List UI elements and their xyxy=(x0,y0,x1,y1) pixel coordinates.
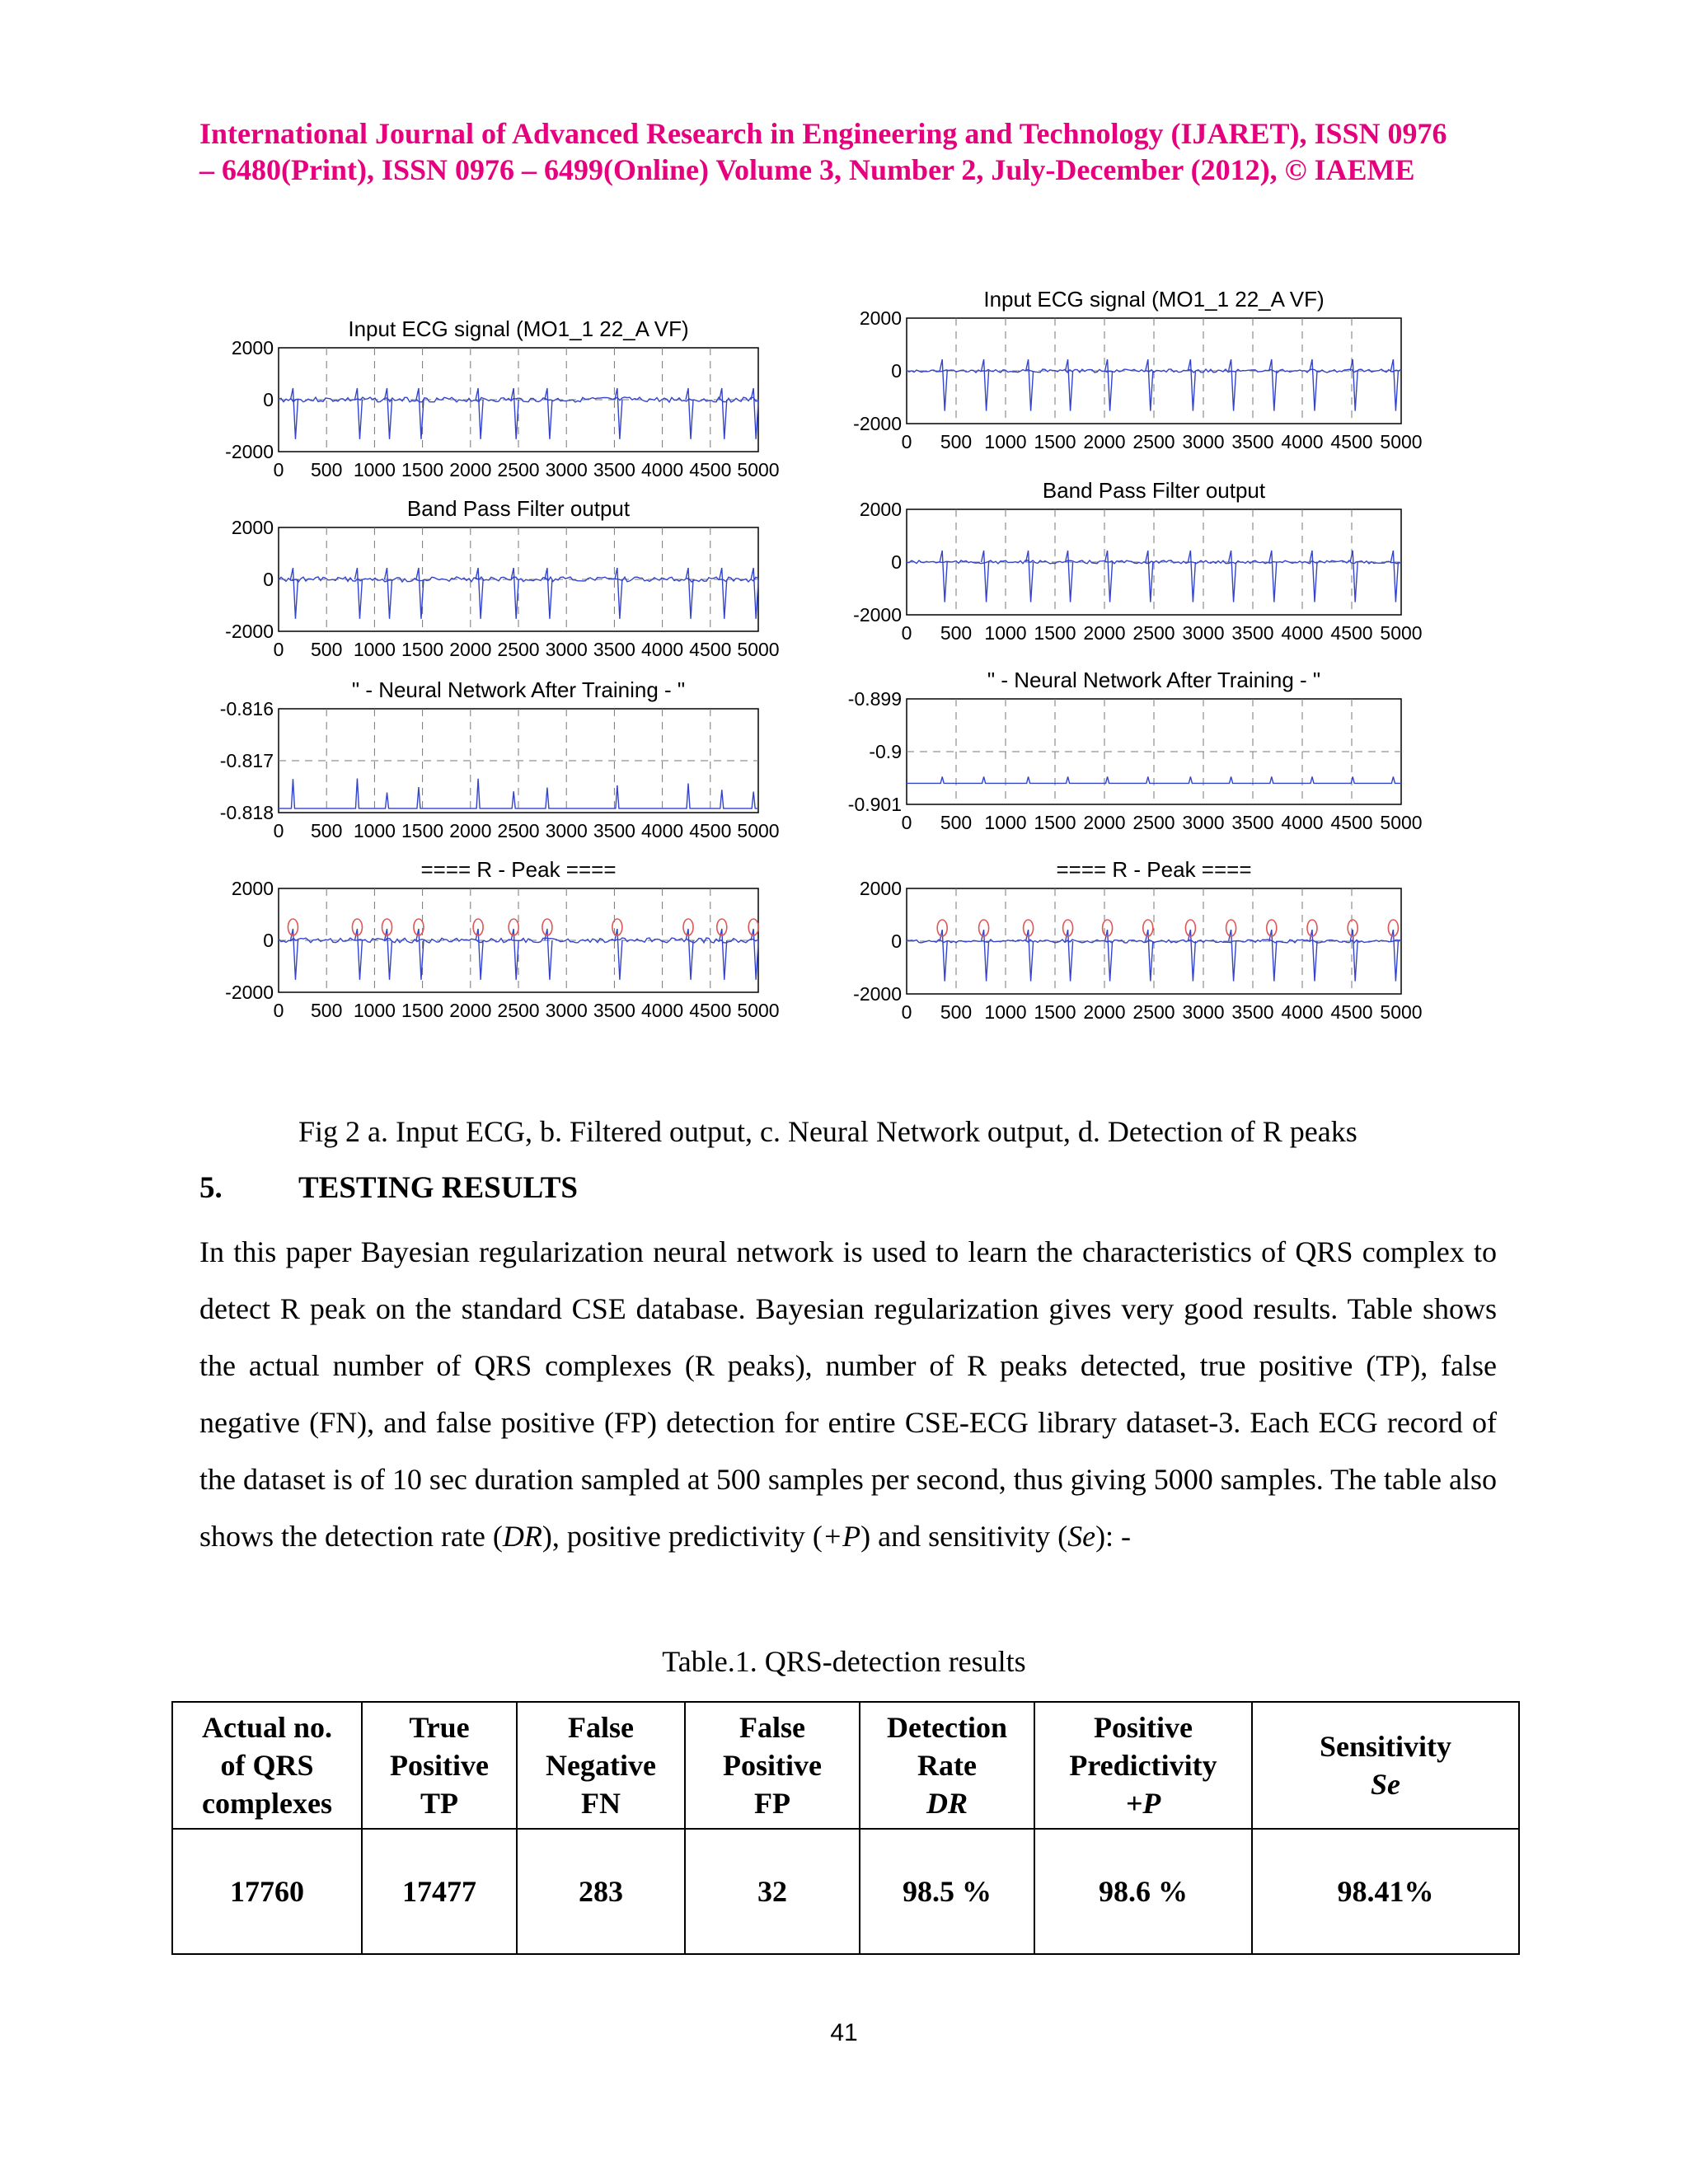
p0-s3-ytick: -2000 xyxy=(225,982,274,1003)
p0-s3-xtick: 1000 xyxy=(353,1000,396,1021)
p1-s3-ytick: -2000 xyxy=(853,983,902,1005)
p0-s1-xtick: 1500 xyxy=(401,639,444,660)
p1-s0-ytick: -2000 xyxy=(853,413,902,434)
section-number: 5. xyxy=(199,1171,223,1205)
para-se: Se xyxy=(1067,1520,1096,1553)
section-title: TESTING RESULTS xyxy=(298,1171,578,1205)
p0-s2-xtick: 4000 xyxy=(641,820,684,841)
p1-s2-ytick: -0.901 xyxy=(847,794,902,815)
p1-s1-xtick: 3500 xyxy=(1231,622,1274,644)
p1-s0-xtick: 4000 xyxy=(1281,431,1324,452)
p0-s3-xtick: 3500 xyxy=(593,1000,635,1021)
p1-s2-xtick: 2000 xyxy=(1083,812,1126,833)
p1-s3-xtick: 3500 xyxy=(1231,1001,1274,1023)
p0-s3-xtick: 4000 xyxy=(641,1000,684,1021)
p1-s1-xtick: 4000 xyxy=(1281,622,1324,644)
p0-s3-xtick: 3000 xyxy=(545,1000,588,1021)
p0-s2-xtick: 5000 xyxy=(737,820,780,841)
p1-s2-xtick: 0 xyxy=(901,812,912,833)
p0-s0-ytick: -2000 xyxy=(225,441,274,462)
p0-s0-xtick: 2500 xyxy=(497,459,540,480)
section-heading xyxy=(199,1170,578,1206)
p0-s1-ytick: 2000 xyxy=(231,517,274,538)
p1-s1-ytick: 2000 xyxy=(859,499,902,520)
para-text-2: ), positive predictivity ( xyxy=(542,1520,823,1553)
table-caption: Table.1. QRS-detection results xyxy=(662,1645,1026,1678)
p0-s1-xtick: 2500 xyxy=(497,639,540,660)
p0-s1-xtick: 3500 xyxy=(593,639,635,660)
p0-s0-xtick: 1000 xyxy=(353,459,396,480)
p1-s0-xtick: 2500 xyxy=(1132,431,1175,452)
header-fn: False Negative FN xyxy=(517,1702,685,1829)
p0-s0-xtick: 0 xyxy=(273,459,284,480)
p1-s2-title: " - Neural Network After Training - " xyxy=(987,668,1321,692)
p0-s0-ytick: 2000 xyxy=(231,337,274,359)
p0-s0-ytick: 0 xyxy=(263,389,274,410)
p0-s0-xtick: 1500 xyxy=(401,459,444,480)
p0-s1-ytick: 0 xyxy=(263,569,274,590)
p0-s3-ytick: 0 xyxy=(263,930,274,951)
p0-s3-xtick: 500 xyxy=(311,1000,343,1021)
p1-s1-xtick: 2000 xyxy=(1083,622,1126,644)
p0-s3-xtick: 4500 xyxy=(689,1000,732,1021)
p0-s0-xtick: 4000 xyxy=(641,459,684,480)
p0-s0-xtick: 5000 xyxy=(737,459,780,480)
p0-s1-ytick: -2000 xyxy=(225,621,274,642)
cell-pp: 98.6 % xyxy=(1034,1829,1252,1954)
p0-s1-xtick: 1000 xyxy=(353,639,396,660)
p1-s2-xtick: 3000 xyxy=(1182,812,1225,833)
p0-s0-xtick: 500 xyxy=(311,459,343,480)
p1-s3-ytick: 2000 xyxy=(859,878,902,899)
p1-s1-xtick: 0 xyxy=(901,622,912,644)
p0-s1-xtick: 4500 xyxy=(689,639,732,660)
qrs-results-table xyxy=(171,1701,1520,1955)
cell-fn: 283 xyxy=(517,1829,685,1954)
p1-s0-xtick: 3000 xyxy=(1182,431,1225,452)
p0-s3-xtick: 5000 xyxy=(737,1000,780,1021)
p1-s0-xtick: 2000 xyxy=(1083,431,1126,452)
p0-s0-xtick: 3500 xyxy=(593,459,635,480)
p1-s0-xtick: 3500 xyxy=(1231,431,1274,452)
p0-s3-xtick: 2500 xyxy=(497,1000,540,1021)
journal-header-line2: – 6480(Print), ISSN 0976 – 6499(Online) Volume 3, Number 2, July-December (2012), © IAEME xyxy=(199,153,1415,186)
p1-s0-title: Input ECG signal (MO1_1 22_A VF) xyxy=(983,287,1325,312)
p0-s2-ytick: -0.818 xyxy=(219,802,274,823)
p1-s3-xtick: 2500 xyxy=(1132,1001,1175,1023)
p1-s2-xtick: 1500 xyxy=(1034,812,1076,833)
p1-s1-xtick: 4500 xyxy=(1330,622,1373,644)
p1-s2-ytick: -0.899 xyxy=(847,688,902,710)
p1-s3-xtick: 500 xyxy=(940,1001,973,1023)
table-header-row xyxy=(172,1702,1519,1829)
p1-s0-ytick: 0 xyxy=(891,360,902,382)
para-dr: DR xyxy=(502,1520,542,1553)
p0-s2-xtick: 2500 xyxy=(497,820,540,841)
p0-s3-xtick: 1500 xyxy=(401,1000,444,1021)
figure-caption: Fig 2 a. Input ECG, b. Filtered output, c. Neural Network output, d. Detection of R peaks xyxy=(298,1115,1357,1148)
p0-s1-xtick: 3000 xyxy=(545,639,588,660)
cell-se: 98.41% xyxy=(1252,1829,1519,1954)
cell-actual: 17760 xyxy=(172,1829,362,1954)
p0-s1-xtick: 500 xyxy=(311,639,343,660)
p1-s1-xtick: 1000 xyxy=(984,622,1027,644)
p1-s2-xtick: 500 xyxy=(940,812,973,833)
p0-s0-xtick: 2000 xyxy=(449,459,492,480)
cell-tp: 17477 xyxy=(362,1829,517,1954)
para-text-3: ) and sensitivity ( xyxy=(860,1520,1068,1553)
p1-s3-xtick: 1500 xyxy=(1034,1001,1076,1023)
p0-s2-ytick: -0.817 xyxy=(219,750,274,771)
p1-s2-xtick: 4500 xyxy=(1330,812,1373,833)
p0-s2-xtick: 0 xyxy=(273,820,284,841)
p0-s0-xtick: 3000 xyxy=(545,459,588,480)
body-paragraph xyxy=(199,1224,1497,1565)
p1-s3-xtick: 2000 xyxy=(1083,1001,1126,1023)
p0-s2-ytick: -0.816 xyxy=(219,698,274,719)
cell-fp: 32 xyxy=(685,1829,860,1954)
p1-s0-xtick: 1000 xyxy=(984,431,1027,452)
para-text-4: ): - xyxy=(1095,1520,1132,1553)
p0-s3-title: ==== R - Peak ==== xyxy=(420,857,617,882)
p0-s2-xtick: 3000 xyxy=(545,820,588,841)
p1-s3-xtick: 5000 xyxy=(1380,1001,1423,1023)
p1-s0-xtick: 0 xyxy=(901,431,912,452)
p0-s2-xtick: 1000 xyxy=(353,820,396,841)
p1-s3-ytick: 0 xyxy=(891,930,902,952)
p0-s2-xtick: 500 xyxy=(311,820,343,841)
header-tp: True Positive TP xyxy=(362,1702,517,1829)
para-pp: +P xyxy=(822,1520,861,1553)
p1-s2-ytick: -0.9 xyxy=(869,741,902,762)
p1-s1-xtick: 2500 xyxy=(1132,622,1175,644)
p1-s2-xtick: 5000 xyxy=(1380,812,1423,833)
p1-s3-xtick: 1000 xyxy=(984,1001,1027,1023)
p1-s1-xtick: 5000 xyxy=(1380,622,1423,644)
p1-s3-xtick: 0 xyxy=(901,1001,912,1023)
p1-s0-xtick: 5000 xyxy=(1380,431,1423,452)
p1-s1-xtick: 3000 xyxy=(1182,622,1225,644)
ecg-figure xyxy=(0,214,1688,1071)
p1-s2-xtick: 4000 xyxy=(1281,812,1324,833)
p1-s2-xtick: 2500 xyxy=(1132,812,1175,833)
p1-s0-ytick: 2000 xyxy=(859,307,902,329)
p0-s2-xtick: 3500 xyxy=(593,820,635,841)
p0-s0-xtick: 4500 xyxy=(689,459,732,480)
p1-s1-title: Band Pass Filter output xyxy=(1042,478,1266,503)
p0-s2-xtick: 1500 xyxy=(401,820,444,841)
header-dr: Detection Rate DR xyxy=(860,1702,1034,1829)
p1-s3-xtick: 3000 xyxy=(1182,1001,1225,1023)
p1-s0-xtick: 4500 xyxy=(1330,431,1373,452)
p0-s1-title: Band Pass Filter output xyxy=(406,496,631,521)
p0-s1-xtick: 5000 xyxy=(737,639,780,660)
journal-header xyxy=(199,115,1502,188)
p1-s2-xtick: 1000 xyxy=(984,812,1027,833)
p0-s2-title: " - Neural Network After Training - " xyxy=(351,677,686,702)
journal-header-line1: International Journal of Advanced Research in Engineering and Technology (IJARET), ISSN 0976 xyxy=(199,117,1447,150)
p1-s3-title: ==== R - Peak ==== xyxy=(1056,857,1252,882)
header-actual: Actual no. of QRS complexes xyxy=(172,1702,362,1829)
p0-s2-xtick: 2000 xyxy=(449,820,492,841)
p0-s0-title: Input ECG signal (MO1_1 22_A VF) xyxy=(348,316,689,341)
p0-s1-xtick: 0 xyxy=(273,639,284,660)
p0-s1-xtick: 2000 xyxy=(449,639,492,660)
p1-s3-xtick: 4500 xyxy=(1330,1001,1373,1023)
page-number: 41 xyxy=(830,2019,858,2046)
p1-s3-xtick: 4000 xyxy=(1281,1001,1324,1023)
p0-s2-xtick: 4500 xyxy=(689,820,732,841)
p1-s1-ytick: -2000 xyxy=(853,604,902,626)
header-pp: Positive Predictivity +P xyxy=(1034,1702,1252,1829)
p0-s3-ytick: 2000 xyxy=(231,878,274,899)
p1-s2-xtick: 3500 xyxy=(1231,812,1274,833)
p0-s3-xtick: 2000 xyxy=(449,1000,492,1021)
table-row xyxy=(172,1829,1519,1954)
p0-s1-xtick: 4000 xyxy=(641,639,684,660)
p1-s1-xtick: 1500 xyxy=(1034,622,1076,644)
cell-dr: 98.5 % xyxy=(860,1829,1034,1954)
p1-s0-xtick: 1500 xyxy=(1034,431,1076,452)
p1-s1-ytick: 0 xyxy=(891,551,902,573)
p1-s0-xtick: 500 xyxy=(940,431,973,452)
header-fp: False Positive FP xyxy=(685,1702,860,1829)
p1-s1-xtick: 500 xyxy=(940,622,973,644)
para-text-1: In this paper Bayesian regularization neural network is used to learn the characteristics of QRS complex to detect R peak on the standard CSE database. Bayesian regularization gives very good results. Table shows the actual number of QRS complexes (R peaks), number of R peaks detected, true positive (TP), false negative (FN), and false positive (FP) detection for entire CSE-ECG library dataset-3. Each ECG record of the dataset is of 10 sec duration sampled at 500 samples per second, thus giving 5000 samples. The table also shows the detection rate ( xyxy=(199,1235,1497,1553)
header-se: Sensitivity Se xyxy=(1252,1702,1519,1829)
p0-s3-xtick: 0 xyxy=(273,1000,284,1021)
